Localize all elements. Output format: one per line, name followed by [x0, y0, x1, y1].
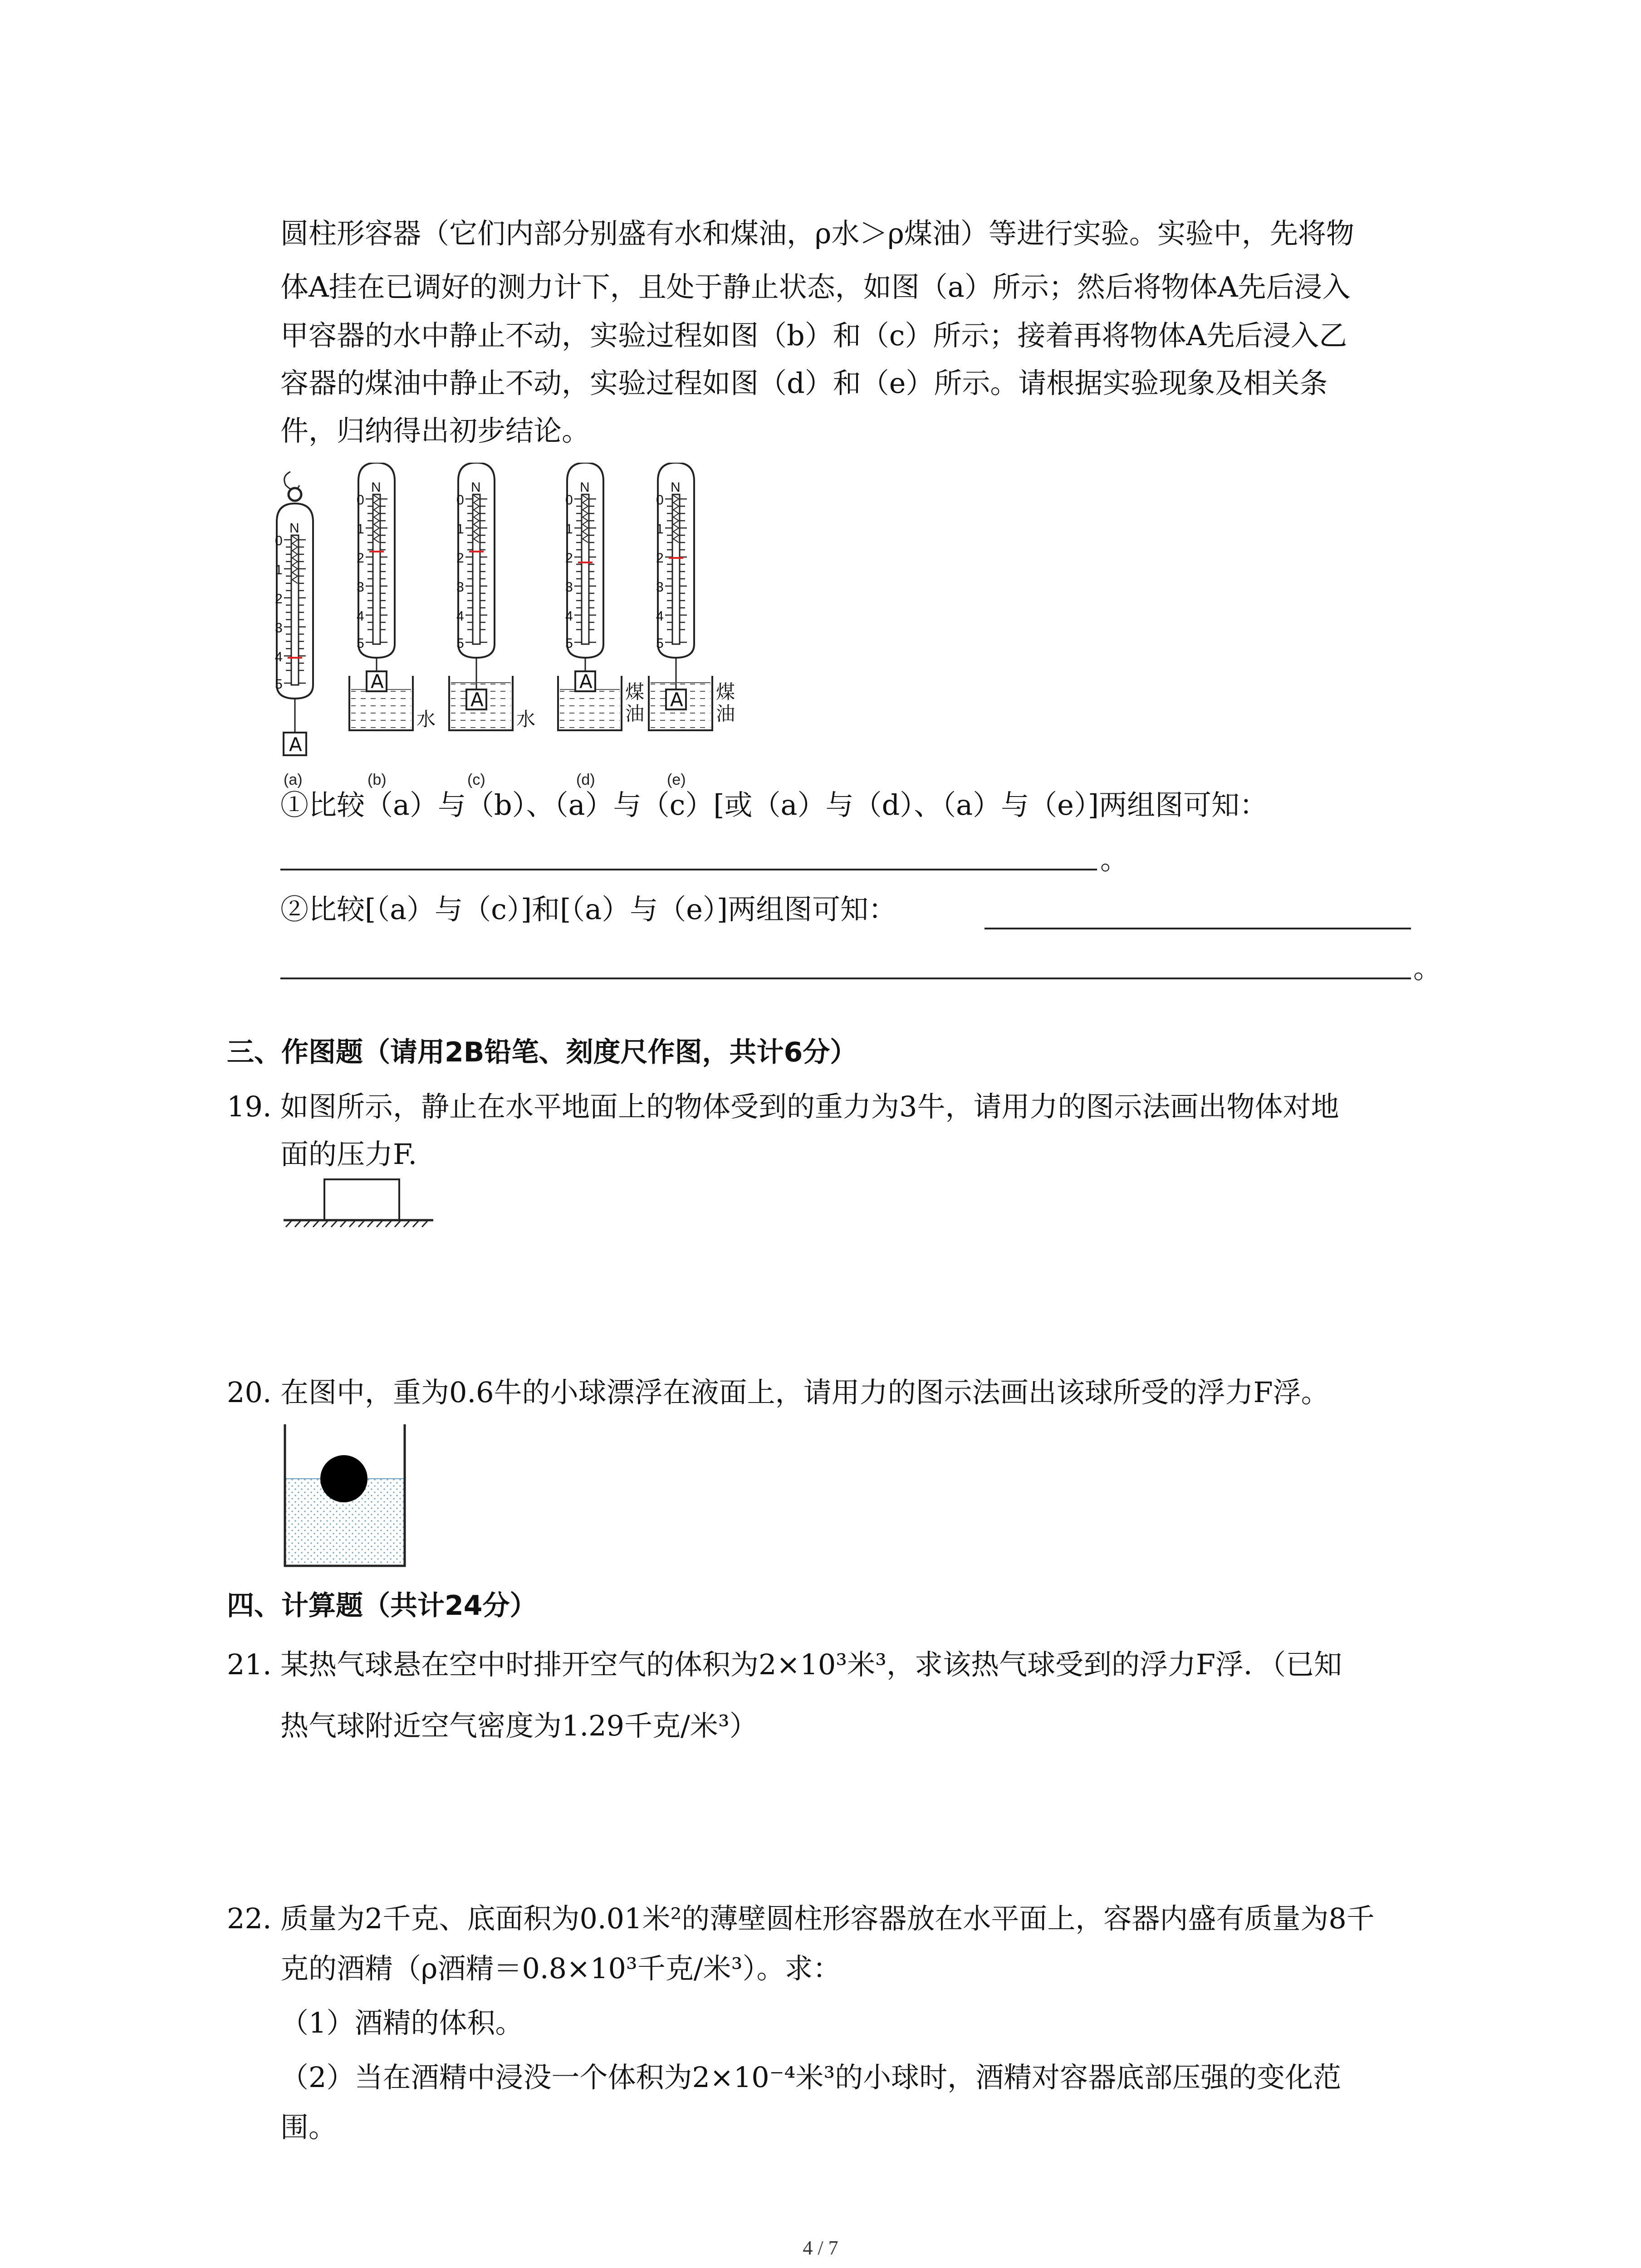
svg-text:0: 0: [275, 533, 283, 548]
scale-a: [275, 472, 313, 788]
svg-text:0: 0: [357, 493, 364, 508]
block-object: [324, 1179, 399, 1220]
scale-d: [558, 463, 644, 788]
svg-text:A: A: [470, 689, 484, 711]
q19-figure: [281, 1175, 436, 1234]
svg-text:2: 2: [565, 551, 573, 566]
q18-text-line-1: 圆柱形容器（它们内部分别盛有水和煤油，ρ水＞ρ煤油）等进行实验。实验中，先将物: [280, 217, 1354, 250]
svg-text:1: 1: [656, 522, 664, 537]
svg-text:A: A: [371, 670, 384, 693]
svg-text:1: 1: [565, 522, 573, 537]
q19-line-2: 面的压力F.: [280, 1138, 417, 1171]
scale-b: [349, 463, 436, 788]
q18-sub2: ②比较[（a）与（c）]和[（a）与（e）]两组图可知：: [280, 893, 897, 926]
svg-text:0: 0: [565, 493, 573, 508]
svg-text:油: 油: [716, 703, 735, 725]
svg-text:3: 3: [275, 621, 283, 635]
svg-text:0: 0: [456, 493, 464, 508]
q22-part1: （1）酒精的体积。: [280, 2006, 524, 2039]
caption-e: (e): [667, 771, 686, 788]
svg-text:5: 5: [357, 636, 364, 651]
svg-text:2: 2: [456, 551, 464, 566]
q21-line-2: 热气球附近空气密度为1.29千克/米³）: [280, 1709, 758, 1742]
svg-text:1: 1: [456, 522, 464, 537]
q20-number: 20.: [227, 1376, 272, 1409]
q19-line-1: 如图所示，静止在水平地面上的物体受到的重力为3牛，请用力的图示法画出物体对地: [280, 1090, 1339, 1123]
svg-text:2: 2: [656, 551, 664, 566]
svg-text:1: 1: [275, 562, 283, 577]
svg-text:3: 3: [656, 580, 664, 595]
svg-text:A: A: [579, 670, 593, 693]
q18-sub2-answer-blank-2[interactable]: [280, 978, 1411, 979]
floating-ball: [320, 1455, 367, 1502]
caption-b: (b): [367, 771, 387, 788]
section3-title: 三、作图题（请用2B铅笔、刻度尺作图，共计6分）: [227, 1036, 857, 1068]
scale-e: [649, 463, 735, 788]
svg-text:水: 水: [516, 708, 536, 730]
q18-text-line-3: 甲容器的水中静止不动，实验过程如图（b）和（c）所示；接着再将物体A先后浸入乙: [280, 319, 1347, 352]
spring-scale-figure: [268, 463, 767, 798]
ground-hatching: [286, 1221, 427, 1227]
q18-sub1: ①比较（a）与（b）、（a）与（c）[或（a）与（d）、（a）与（e）]两组图可知：: [280, 788, 1268, 821]
q18-sub2-answer-blank-1[interactable]: [985, 928, 1411, 929]
section4-title: 四、计算题（共计24分）: [227, 1590, 537, 1622]
caption-a: (a): [284, 771, 303, 788]
q22-line-2: 克的酒精（ρ酒精＝0.8×10³千克/米³）。求：: [280, 1952, 841, 1985]
svg-text:5: 5: [565, 636, 573, 651]
q21-number: 21.: [227, 1648, 272, 1681]
svg-text:N: N: [580, 480, 590, 495]
kerosene-label-top: 煤: [625, 681, 645, 703]
svg-text:3: 3: [565, 580, 573, 595]
q22-line-1: 质量为2千克、底面积为0.01米²的薄壁圆柱形容器放在水平面上，容器内盛有质量为8千: [280, 1902, 1375, 1935]
svg-text:5: 5: [456, 636, 464, 651]
q18-sub1-answer-blank[interactable]: [280, 869, 1097, 870]
svg-text:4: 4: [565, 609, 573, 624]
scale-hook-label: N: [289, 521, 299, 536]
q18-sub2-end: 。: [1413, 952, 1442, 985]
page-number: 4 / 7: [803, 2237, 838, 2259]
svg-text:N: N: [371, 480, 381, 495]
svg-text:1: 1: [357, 522, 364, 537]
svg-text:4: 4: [656, 609, 664, 624]
svg-text:煤: 煤: [716, 681, 735, 703]
svg-text:4: 4: [456, 609, 464, 624]
svg-text:N: N: [471, 480, 481, 495]
kerosene-label-bottom: 油: [625, 703, 645, 725]
q18-text-line-4: 容器的煤油中静止不动，实验过程如图（d）和（e）所示。请根据实验现象及相关条: [280, 367, 1328, 400]
q21-line-1: 某热气球悬在空中时排开空气的体积为2×10³米³，求该热气球受到的浮力F浮．（已知: [280, 1648, 1342, 1681]
q20-figure: [281, 1424, 408, 1569]
svg-text:2: 2: [357, 551, 364, 566]
svg-text:5: 5: [275, 677, 283, 692]
svg-text:3: 3: [456, 580, 464, 595]
svg-text:5: 5: [656, 636, 664, 651]
svg-text:2: 2: [275, 591, 283, 606]
svg-text:N: N: [671, 480, 681, 495]
q20-line-1: 在图中，重为0.6牛的小球漂浮在液面上，请用力的图示法画出该球所受的浮力F浮。: [280, 1376, 1329, 1409]
q22-part2: （2）当在酒精中浸没一个体积为2×10⁻⁴米³的小球时，酒精对容器底部压强的变化范: [280, 2061, 1342, 2094]
svg-text:A: A: [670, 689, 683, 711]
water-label: 水: [416, 708, 436, 730]
q19-number: 19.: [227, 1090, 272, 1123]
q22-part2-cont: 围。: [280, 2111, 337, 2144]
q22-number: 22.: [227, 1902, 272, 1935]
svg-text:A: A: [289, 733, 302, 756]
svg-text:4: 4: [275, 650, 283, 665]
q18-text-line-5: 件，归纳得出初步结论。: [280, 414, 590, 447]
caption-c: (c): [467, 771, 485, 788]
svg-text:0: 0: [656, 493, 664, 508]
svg-text:4: 4: [357, 609, 364, 624]
scale-c: [449, 463, 535, 788]
q18-text-line-2: 体A挂在已调好的测力计下，且处于静止状态，如图（a）所示；然后将物体A先后浸入: [280, 270, 1351, 303]
q18-sub1-end: 。: [1100, 843, 1129, 876]
caption-d: (d): [576, 771, 595, 788]
svg-text:3: 3: [357, 580, 364, 595]
